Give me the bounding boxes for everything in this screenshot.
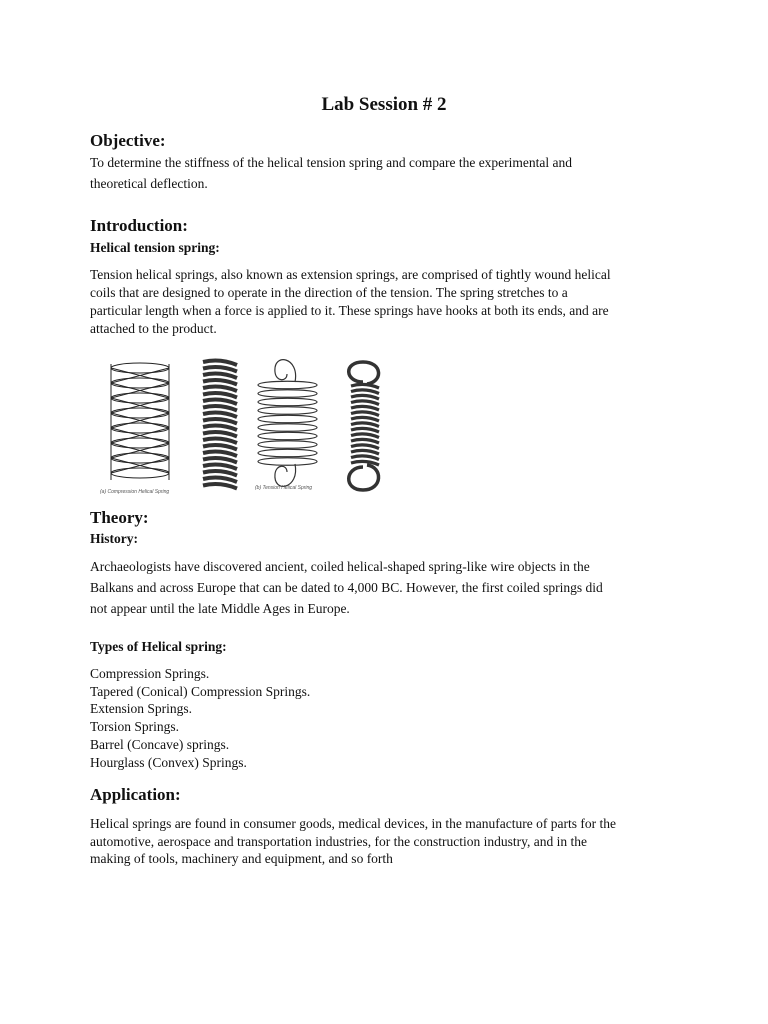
application-line: making of tools, machinery and equipment, and so forth — [90, 851, 393, 866]
introduction-line: particular length when a force is applied to it. These springs have hooks at both its ends, and are — [90, 303, 609, 318]
objective-text — [90, 154, 690, 193]
application-line: Helical springs are found in consumer goods, medical devices, in the manufacture of parts for the — [90, 816, 616, 831]
caption-compression-spring: (a) Compression Helical Spring — [100, 489, 170, 495]
tension-spring-drawing — [258, 360, 317, 487]
list-item: Hourglass (Convex) Springs. — [90, 754, 247, 770]
extension-spring-drawing — [349, 362, 379, 490]
history-line: Balkans and across Europe that can be dated to 4,000 BC. However, the first coiled springs did — [90, 580, 603, 595]
caption-tension-spring: (b) Tension Helical Spring — [255, 485, 313, 491]
introduction-line: coils that are designed to operate in the direction of the tension. The spring stretches to a — [90, 285, 568, 300]
history-line: not appear until the late Middle Ages in Europe. — [90, 601, 350, 616]
theory-heading: Theory: — [90, 508, 149, 527]
list-item: Tapered (Conical) Compression Springs. — [90, 683, 311, 699]
list-item: Compression Springs. — [90, 666, 210, 681]
application-text — [90, 815, 690, 868]
types-subheading: Types of Helical spring: — [90, 639, 227, 654]
list-item: Extension Springs. — [90, 701, 193, 717]
objective-line: To determine the stiffness of the helical tension spring and compare the experimental and — [90, 155, 573, 170]
history-line: Archaeologists have discovered ancient, coiled helical-shaped spring-like wire objects in the — [90, 559, 590, 574]
application-heading: Application: — [90, 785, 181, 804]
introduction-line: Tension helical springs, also known as extension springs, are comprised of tightly wound helical — [90, 267, 611, 282]
objective-heading: Objective: — [90, 131, 166, 150]
list-item: Torsion Springs. — [90, 719, 180, 735]
application-line: automotive, aerospace and transportation industries, for the construction industry, and in the — [90, 833, 587, 849]
list-item: Barrel (Concave) springs. — [90, 736, 230, 752]
introduction-text — [90, 266, 690, 338]
dark-coil-spring-drawing — [203, 361, 237, 489]
introduction-line: attached to the product. — [90, 321, 217, 336]
page-title: Lab Session # 2 — [321, 94, 447, 115]
springs-figure — [95, 352, 395, 500]
spring-types-list — [90, 665, 310, 771]
objective-line: theoretical deflection. — [90, 176, 208, 191]
helical-tension-spring-subheading: Helical tension spring: — [90, 240, 220, 255]
history-text — [90, 556, 690, 619]
history-subheading: History: — [90, 531, 138, 546]
introduction-heading: Introduction: — [90, 216, 188, 235]
compression-spring-drawing — [111, 363, 169, 480]
